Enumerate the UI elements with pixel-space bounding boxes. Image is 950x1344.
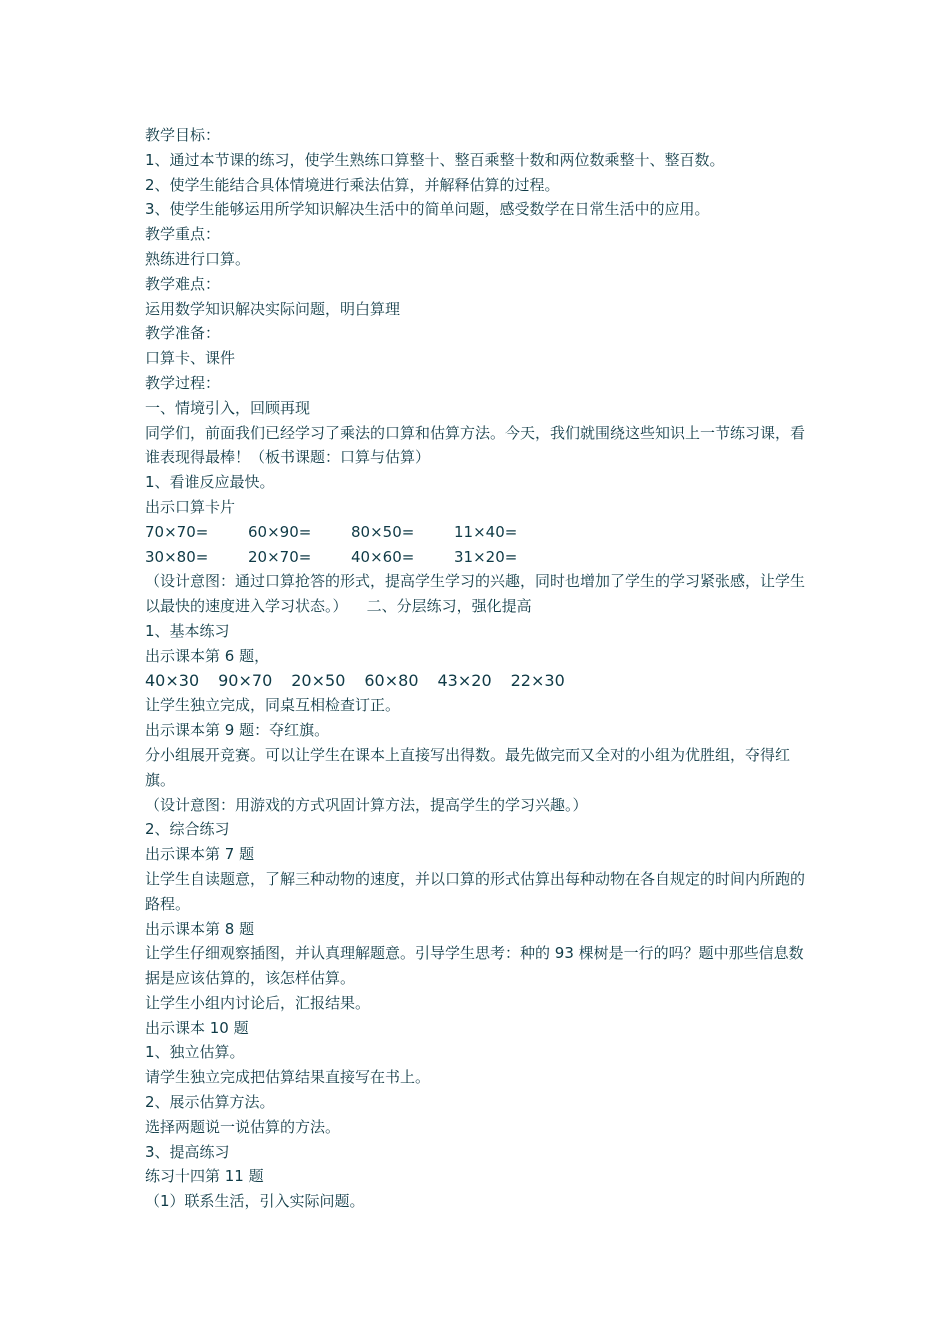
show-methods-text: 选择两题说一说估算的方法。	[145, 1117, 341, 1136]
comprehensive-practice-title: 2、综合练习	[145, 820, 230, 839]
basic-practice-title: 1、基本练习	[145, 621, 230, 640]
objective-2: 2、使学生能结合具体情境进行乘法估算，并解释估算的过程。	[145, 175, 560, 194]
heading-preparation: 教学准备：	[145, 324, 221, 343]
show-exercise-6: 出示课本第 6 题，	[145, 646, 270, 665]
exercise-item: 20×50	[291, 670, 346, 690]
design-intent-1: （设计意图：通过口算抢答的形式，提高学生学习的兴趣，同时也增加了学生的学习紧张感，让学生以最快的速度进入学习状态。） 二、分层练习，强化提高	[145, 572, 806, 616]
oral-cards-row-1	[145, 520, 815, 545]
advanced-practice-title: 3、提高练习	[145, 1142, 230, 1161]
exercise-8-text: 让学生仔细观察插图，并认真理解题意。引导学生思考：种的 93 棵树是一行的吗？题中那些信息数据是应该估算的，该怎样估算。	[145, 944, 804, 988]
card-item: 60×90=	[248, 522, 312, 541]
objective-1: 1、通过本节课的练习，使学生熟练口算整十、整百乘整十数和两位数乘整十、整百数。	[145, 150, 725, 169]
show-exercise-10: 出示课本 10 题	[145, 1018, 249, 1037]
show-exercise-8: 出示课本第 8 题	[145, 919, 255, 938]
difficulties-text: 运用数学知识解决实际问题，明白算理	[145, 299, 401, 318]
key-points-text: 熟练进行口算。	[145, 249, 251, 268]
card-item: 30×80=	[145, 547, 209, 566]
card-item: 20×70=	[248, 547, 312, 566]
card-item: 80×50=	[351, 522, 415, 541]
card-item: 70×70=	[145, 522, 209, 541]
heading-difficulties: 教学难点：	[145, 274, 221, 293]
exercise-item: 60×80	[364, 670, 419, 690]
preparation-text: 口算卡、课件	[145, 349, 236, 368]
oral-cards-row-2	[145, 545, 815, 570]
activity-1-title: 1、看谁反应最快。	[145, 473, 275, 492]
card-item: 11×40=	[454, 522, 518, 541]
group-competition: 分小组展开竞赛。可以让学生在课本上直接写出得数。最先做完而又全对的小组为优胜组，夺得红旗。	[145, 745, 791, 789]
group-discussion: 让学生小组内讨论后，汇报结果。	[145, 993, 371, 1012]
exercise-item: 40×30	[145, 670, 200, 690]
show-exercise-7: 出示课本第 7 题	[145, 845, 255, 864]
exercise-item: 43×20	[437, 670, 492, 690]
exercise-item: 22×30	[510, 670, 565, 690]
heading-key-points: 教学重点：	[145, 225, 221, 244]
objective-3: 3、使学生能够运用所学知识解决生活中的简单问题，感受数学在日常生活中的应用。	[145, 200, 710, 219]
heading-objectives: 教学目标：	[145, 126, 221, 144]
real-life-problem: （1）联系生活，引入实际问题。	[145, 1192, 365, 1211]
heading-process: 教学过程：	[145, 373, 221, 392]
show-cards-text: 出示口算卡片	[145, 497, 236, 516]
exercise-7-text: 让学生自读题意，了解三种动物的速度，并以口算的形式估算出每种动物在各自规定的时间内所跑的路程。	[145, 869, 806, 913]
section-1-title: 一、情境引入，回顾再现	[145, 398, 311, 417]
independent-check: 让学生独立完成，同桌互相检查订正。	[145, 696, 401, 715]
step-independent-estimate: 1、独立估算。	[145, 1043, 245, 1062]
design-intent-2: （设计意图：用游戏的方式巩固计算方法，提高学生的学习兴趣。）	[145, 795, 588, 814]
show-exercise-9: 出示课本第 9 题：夺红旗。	[145, 721, 330, 740]
independent-estimate-text: 请学生独立完成把估算结果直接写在书上。	[145, 1068, 431, 1087]
exercise-14-11: 练习十四第 11 题	[145, 1167, 264, 1186]
card-item: 31×20=	[454, 547, 518, 566]
exercise-item: 90×70	[218, 670, 273, 690]
card-item: 40×60=	[351, 547, 415, 566]
intro-paragraph: 同学们，前面我们已经学习了乘法的口算和估算方法。今天，我们就围绕这些知识上一节练习课，看谁表现得最棒！（板书课题：口算与估算）	[145, 423, 806, 467]
lesson-plan-body	[145, 123, 815, 1214]
step-show-methods: 2、展示估算方法。	[145, 1093, 275, 1112]
exercise-6-items	[145, 669, 815, 694]
